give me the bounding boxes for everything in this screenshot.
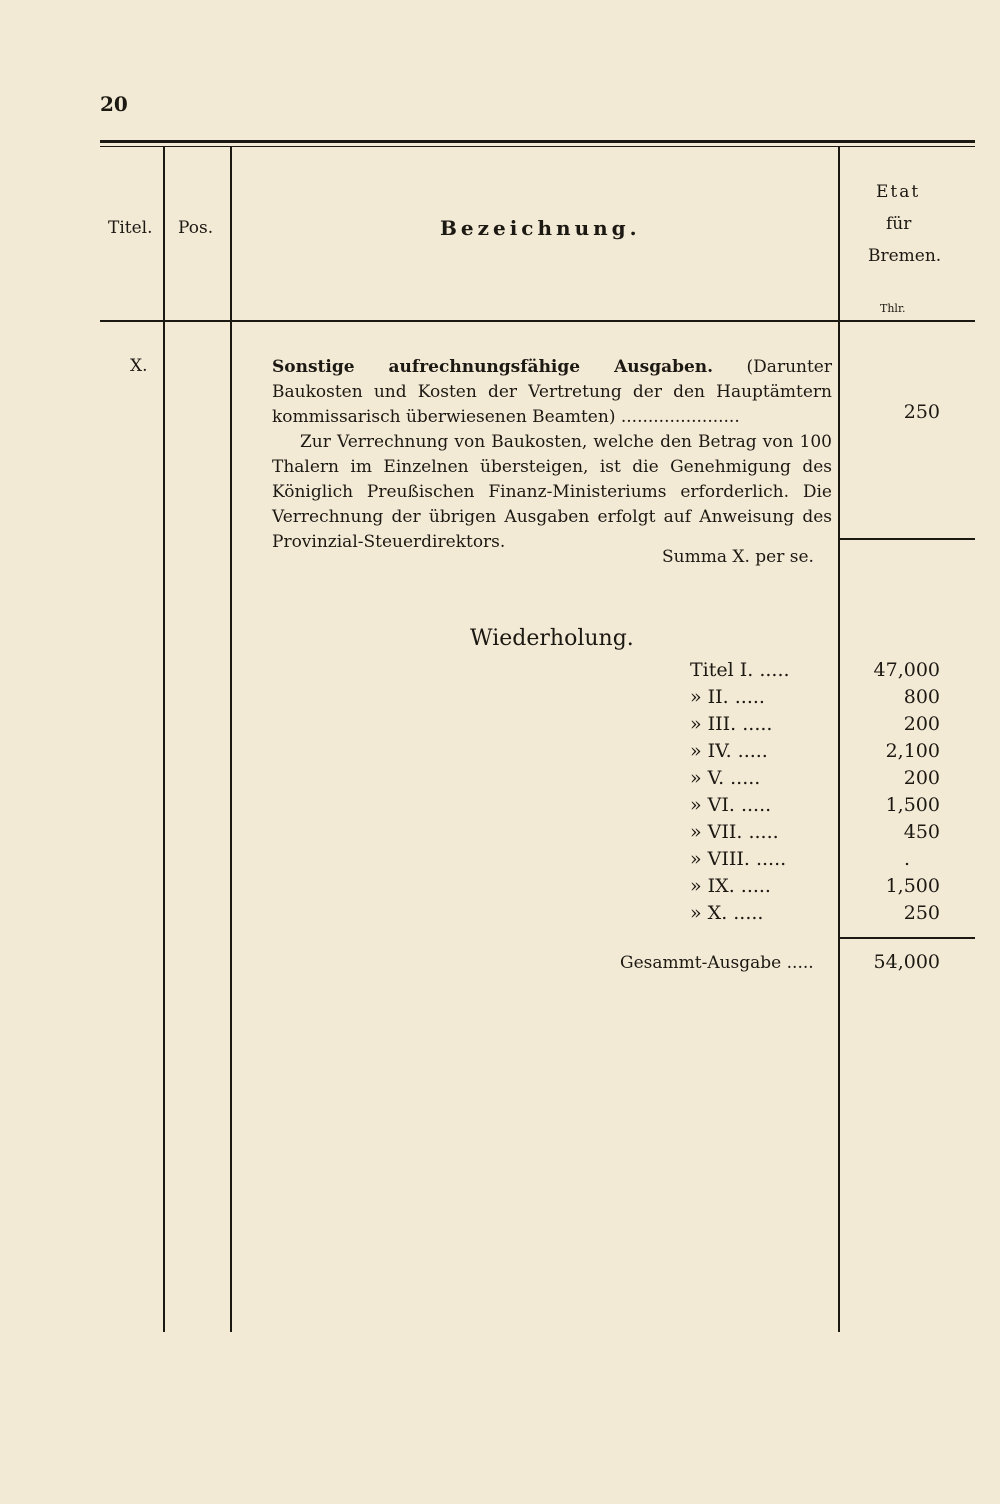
header-pos: Pos. bbox=[178, 218, 214, 238]
repetition-label: Titel I. ..... bbox=[690, 659, 790, 681]
header-fuer: für bbox=[886, 214, 912, 234]
repetition-amount: 1,500 bbox=[885, 875, 940, 897]
entry-description bbox=[272, 355, 832, 430]
entry-heading: Sonstige aufrechnungsfähige Ausgaben. bbox=[272, 357, 714, 377]
list-item bbox=[650, 740, 940, 766]
entry-amount: 250 bbox=[903, 401, 940, 423]
entry-note: Zur Verrechnung von Baukosten, welche den Betrag von 100 Thalern im Einzelnen übersteigen, ist die Genehmigung des Königlich Preußischen Finanz-Ministeriums erforderlich. Die Verrechnung der übrigen Ausgaben erfolgt auf Anweisung des Provinzial-Steuerdirektors. bbox=[272, 432, 832, 552]
list-item bbox=[650, 686, 940, 712]
repetition-amount: 47,000 bbox=[873, 659, 940, 681]
repetition-amount: 800 bbox=[903, 686, 940, 708]
entry-para1: (Darunter Baukosten und Kosten der Vertretung der den Hauptämtern kommissarisch überwiesenen Beamten) ...................... bbox=[272, 357, 832, 427]
list-item bbox=[650, 767, 940, 793]
repetition-label: » VI. ..... bbox=[690, 794, 772, 816]
repetition-label: » IX. ..... bbox=[690, 875, 771, 897]
repetition-label: » VII. ..... bbox=[690, 821, 779, 843]
summa-rule bbox=[840, 538, 975, 540]
list-item bbox=[650, 848, 940, 874]
repetition-label: » III. ..... bbox=[690, 713, 773, 735]
total-rule bbox=[840, 937, 975, 939]
repetition-amount: . bbox=[903, 848, 910, 870]
repetition-amount: 1,500 bbox=[885, 794, 940, 816]
top-rule bbox=[100, 140, 975, 143]
repetition-label: » VIII. ..... bbox=[690, 848, 787, 870]
total-amount: 54,000 bbox=[873, 951, 940, 973]
list-item bbox=[650, 659, 940, 685]
repetition-amount: 200 bbox=[903, 767, 940, 789]
header-bezeichnung: Bezeichnung. bbox=[440, 216, 641, 240]
repetition-amount: 2,100 bbox=[885, 740, 940, 762]
header-titel: Titel. bbox=[108, 218, 153, 238]
header-rule bbox=[100, 320, 975, 322]
repetition-amount: 200 bbox=[903, 713, 940, 735]
header-unit: Thlr. bbox=[880, 302, 906, 315]
repetition-label: » V. ..... bbox=[690, 767, 761, 789]
list-item bbox=[650, 821, 940, 847]
header-bremen: Bremen. bbox=[868, 246, 942, 266]
repetition-amount: 250 bbox=[903, 902, 940, 924]
column-rule-titel bbox=[163, 147, 165, 1332]
list-item bbox=[650, 875, 940, 901]
repetition-label: » IV. ..... bbox=[690, 740, 768, 762]
repetition-heading: Wiederholung. bbox=[470, 626, 634, 651]
header-etat: Etat bbox=[876, 182, 921, 202]
column-rule-pos bbox=[230, 147, 232, 1332]
total-label: Gesammt-Ausgabe ..... bbox=[620, 953, 814, 973]
list-item bbox=[650, 713, 940, 739]
entry-summa: Summa X. per se. bbox=[662, 547, 814, 567]
repetition-amount: 450 bbox=[903, 821, 940, 843]
entry-titel: X. bbox=[130, 356, 148, 376]
page-number: 20 bbox=[100, 92, 128, 116]
list-item bbox=[650, 794, 940, 820]
repetition-label: » II. ..... bbox=[690, 686, 765, 708]
list-item bbox=[650, 902, 940, 928]
repetition-label: » X. ..... bbox=[690, 902, 764, 924]
